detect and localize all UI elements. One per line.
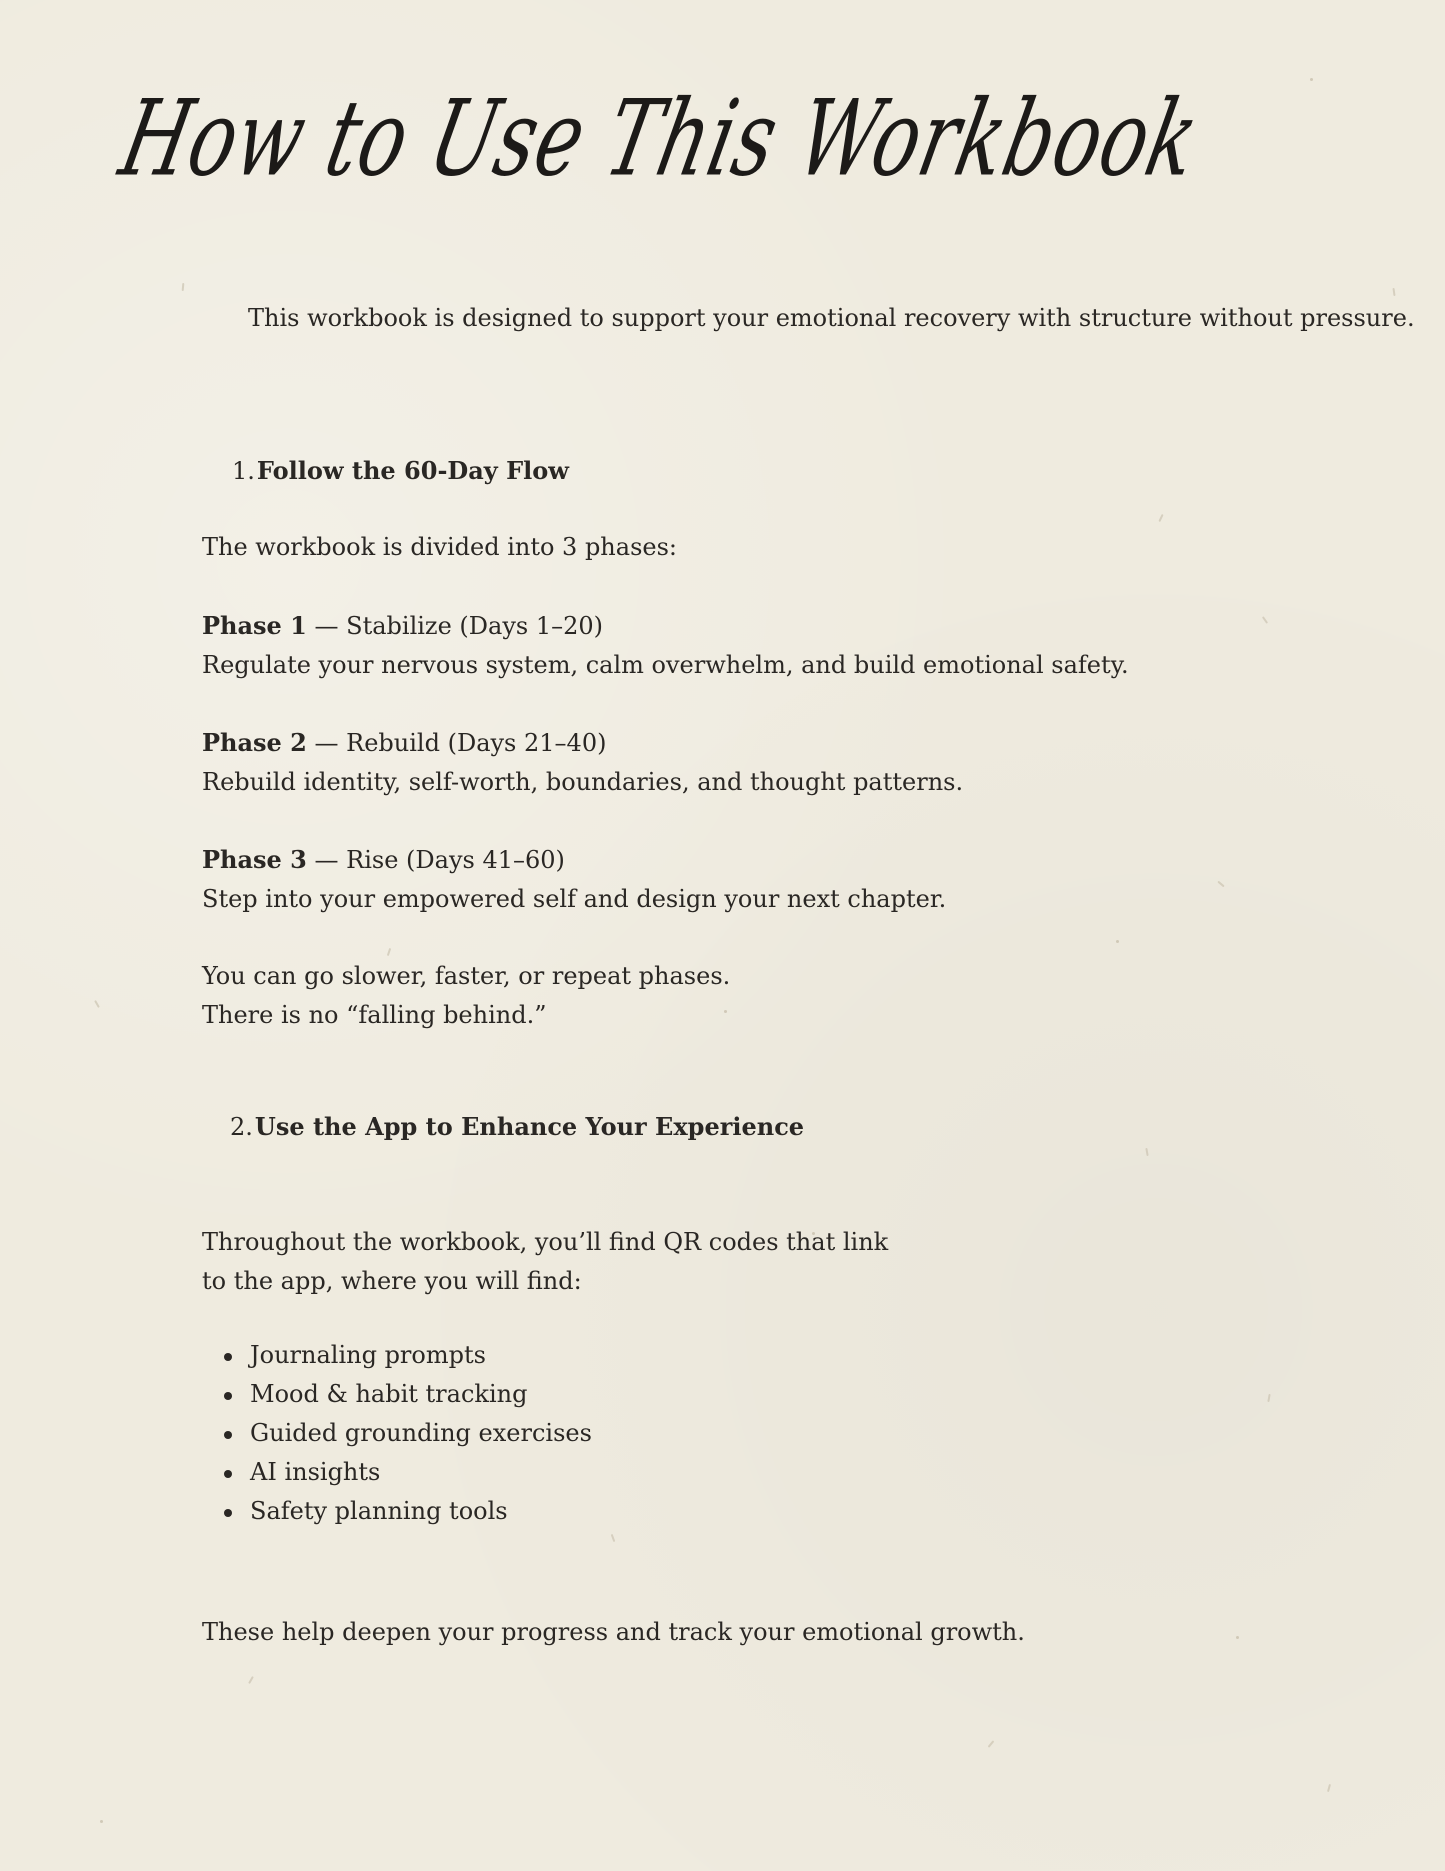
phase-block bbox=[202, 723, 963, 802]
paper-fleck bbox=[988, 1740, 995, 1747]
list-item: Journaling prompts bbox=[202, 1336, 592, 1375]
app-lead-line: to the app, where you will find: bbox=[202, 1267, 582, 1295]
phase-name: — Rise (Days 41–60) bbox=[306, 846, 565, 874]
paper-fleck bbox=[611, 1534, 616, 1542]
phase-label: Phase 1 bbox=[202, 611, 307, 640]
phase-label: Phase 2 bbox=[202, 728, 307, 757]
phase-title bbox=[202, 840, 946, 880]
app-lead-line: Throughout the workbook, you’ll find QR codes that link bbox=[202, 1228, 889, 1256]
paper-fleck bbox=[1267, 1394, 1270, 1402]
paper-fleck bbox=[182, 283, 185, 291]
paper-fleck bbox=[1145, 1148, 1148, 1156]
section-number: 2. bbox=[230, 1113, 253, 1141]
intro-paragraph: This workbook is designed to support your emotional recovery with structure without pressure. bbox=[248, 304, 1415, 332]
list-item: Safety planning tools bbox=[202, 1492, 592, 1531]
section-heading-text: Follow the 60-Day Flow bbox=[256, 456, 569, 485]
phase-title bbox=[202, 606, 1129, 646]
phases-lead: The workbook is divided into 3 phases: bbox=[202, 533, 677, 561]
closing-paragraph: These help deepen your progress and track your emotional growth. bbox=[202, 1618, 1025, 1646]
list-item: AI insights bbox=[202, 1453, 592, 1492]
paper-fleck bbox=[1327, 1784, 1331, 1792]
paper-dot bbox=[1236, 1636, 1239, 1639]
list-item: Guided grounding exercises bbox=[202, 1414, 592, 1453]
app-lead bbox=[202, 1223, 888, 1301]
paper-fleck bbox=[94, 1000, 100, 1008]
section-heading-use-app bbox=[230, 1112, 804, 1141]
page-title: How to Use This Workbook bbox=[110, 76, 1210, 200]
phase-name: — Stabilize (Days 1–20) bbox=[306, 612, 603, 640]
paper-dot bbox=[1310, 78, 1313, 81]
pace-note bbox=[202, 957, 730, 1035]
phase-description: Step into your empowered self and design your next chapter. bbox=[202, 885, 947, 913]
phase-block bbox=[202, 840, 946, 919]
pace-note-line: There is no “falling behind.” bbox=[202, 1001, 547, 1029]
list-item: Mood & habit tracking bbox=[202, 1375, 592, 1414]
paper-fleck bbox=[1262, 616, 1268, 624]
paper-dot bbox=[100, 1820, 103, 1823]
paper-fleck bbox=[1158, 514, 1163, 522]
phase-title bbox=[202, 723, 963, 763]
pace-note-line: You can go slower, faster, or repeat phases. bbox=[202, 962, 731, 990]
section-heading-text: Use the App to Enhance Your Experience bbox=[254, 1112, 805, 1141]
section-number: 1. bbox=[232, 457, 255, 485]
paper-fleck bbox=[387, 948, 391, 956]
phase-block bbox=[202, 606, 1129, 685]
app-features-list bbox=[202, 1336, 592, 1531]
paper-fleck bbox=[1392, 288, 1395, 296]
phase-name: — Rebuild (Days 21–40) bbox=[306, 729, 607, 757]
phase-description: Rebuild identity, self-worth, boundaries, and thought patterns. bbox=[202, 768, 964, 796]
phase-label: Phase 3 bbox=[202, 845, 307, 874]
section-heading-follow-flow bbox=[232, 456, 569, 485]
paper-fleck bbox=[1217, 881, 1224, 888]
paper-dot bbox=[1116, 940, 1119, 943]
phase-description: Regulate your nervous system, calm overwhelm, and build emotional safety. bbox=[202, 651, 1129, 679]
paper-fleck bbox=[248, 1676, 254, 1684]
